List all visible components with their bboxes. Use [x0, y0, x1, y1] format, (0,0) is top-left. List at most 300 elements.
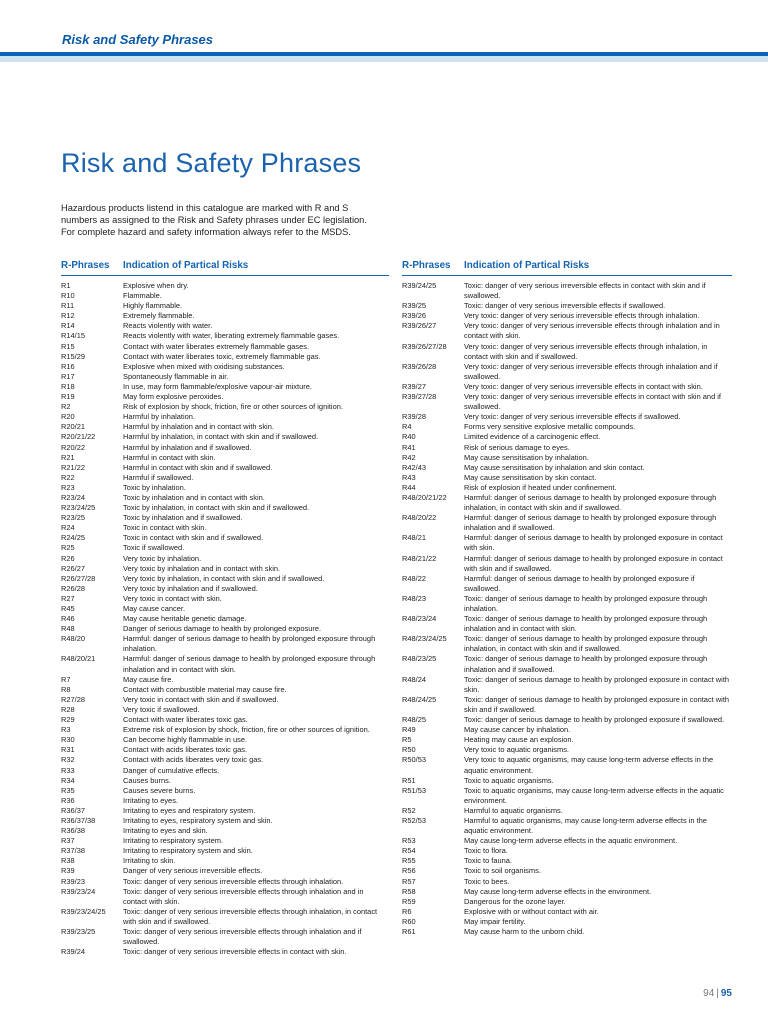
phrase-description: Toxic to bees. — [464, 876, 510, 886]
phrase-code: R21/22 — [61, 462, 85, 472]
phrase-description: Toxic by inhalation and if swallowed. — [123, 513, 243, 523]
right-phrase-table — [402, 260, 732, 937]
phrase-code: R12 — [61, 311, 75, 321]
phrase-description: Toxic: danger of very serious irreversible effects through inhalation, in contact with skin and if swallowed. — [123, 906, 378, 926]
phrase-code: R46 — [61, 614, 75, 624]
phrase-code: R48/21/22 — [402, 553, 437, 563]
phrase-code: R38 — [61, 856, 75, 866]
table-row — [61, 634, 389, 654]
table-row — [61, 281, 389, 291]
phrase-code: R39/25 — [402, 301, 426, 311]
intro-line: For complete hazard and safety information always refer to the MSDS. — [61, 226, 351, 237]
phrase-description: Very toxic: danger of very serious irreversible effects through inhalation and if swallowed. — [464, 361, 718, 381]
phrase-code: R20/21/22 — [61, 432, 96, 442]
phrase-description: Explosive when mixed with oxidising substances. — [123, 361, 285, 371]
phrase-description: Risk of explosion by shock, friction, fire or other sources of ignition. — [123, 402, 343, 412]
phrase-description: Harmful if swallowed. — [123, 472, 194, 482]
phrase-code: R39/26/28 — [402, 361, 437, 371]
table-row — [61, 654, 389, 674]
phrase-description: Causes burns. — [123, 775, 171, 785]
phrase-code: R39/23/25 — [61, 927, 96, 936]
phrase-code: R36 — [61, 795, 75, 805]
phrase-description: Toxic: danger of serious damage to health by prolonged exposure in contact with skin and if swallowed. — [464, 694, 730, 714]
table-row — [402, 412, 732, 422]
phrase-code: R39/26/27/28 — [402, 341, 447, 351]
phrase-code: R39/28 — [402, 412, 426, 422]
phrase-code: R50 — [402, 745, 416, 755]
phrase-description: Can become highly flammable in use. — [123, 735, 248, 745]
table-row — [402, 856, 732, 866]
phrase-description: Toxic to aquatic organisms, may cause long-term adverse effects in the aquatic environment. — [464, 785, 724, 805]
table-row — [402, 786, 732, 806]
table-row — [61, 493, 389, 503]
phrase-code: R30 — [61, 735, 75, 745]
phrase-description: Contact with water liberates extremely flammable gases. — [123, 341, 310, 351]
phrase-code: R23/24/25 — [61, 503, 96, 513]
table-row — [402, 301, 732, 311]
phrase-description: May cause sensitisation by skin contact. — [464, 472, 597, 482]
phrase-code: R55 — [402, 856, 416, 866]
table-row — [402, 887, 732, 897]
table-row — [61, 382, 389, 392]
phrase-description: Harmful: danger of serious damage to health by prolonged exposure through inhalation and if swallowed. — [464, 513, 717, 533]
phrase-code: R48/23/24 — [402, 614, 437, 624]
phrase-code: R48/21 — [402, 533, 426, 543]
phrase-description: Heating may cause an explosion. — [464, 735, 574, 745]
phrase-description: Harmful: danger of serious damage to health by prolonged exposure in contact with skin and if swallowed. — [464, 553, 723, 573]
phrase-code: R39/24/25 — [402, 281, 437, 290]
phrase-code: R26/27 — [61, 563, 85, 573]
phrase-code: R54 — [402, 846, 416, 856]
phrase-code: R36/38 — [61, 826, 85, 836]
phrase-code: R27 — [61, 593, 75, 603]
phrase-description: Harmful: danger of serious damage to health by prolonged exposure through inhalation. — [123, 634, 376, 654]
table-row — [61, 473, 389, 483]
phrase-description: Toxic by inhalation and in contact with skin. — [123, 492, 265, 502]
prev-page-number: 94 — [703, 988, 715, 999]
table-row — [61, 675, 389, 685]
phrase-code: R7 — [61, 674, 71, 684]
code-column-header: R-Phrases — [402, 260, 451, 271]
table-row — [402, 877, 732, 887]
phrase-description: Spontaneously flammable in air. — [123, 371, 229, 381]
phrase-code: R18 — [61, 381, 75, 391]
phrase-description: Very toxic by inhalation and in contact with skin. — [123, 563, 281, 573]
phrase-description: Toxic to flora. — [464, 846, 508, 856]
table-header — [61, 260, 389, 276]
phrase-description: Contact with acids liberates very toxic gas. — [123, 755, 264, 765]
phrase-code: R53 — [402, 836, 416, 846]
phrase-description: Very toxic by inhalation, in contact with skin and if swallowed. — [123, 573, 325, 583]
table-row — [402, 614, 732, 634]
phrase-description: Toxic: danger of serious damage to health by prolonged exposure through inhalation and in contact with skin. — [464, 614, 708, 634]
table-row — [402, 836, 732, 846]
phrase-code: R59 — [402, 896, 416, 906]
phrase-code: R24/25 — [61, 533, 85, 543]
phrase-code: R11 — [61, 301, 75, 311]
phrase-code: R26/27/28 — [61, 573, 96, 583]
phrase-code: R48 — [61, 624, 75, 634]
phrase-code: R22 — [61, 472, 75, 482]
table-row — [402, 422, 732, 432]
table-row — [61, 362, 389, 372]
phrase-description: Irritating to eyes, respiratory system and skin. — [123, 815, 273, 825]
phrase-description: May impair fertility. — [464, 916, 526, 926]
phrase-code: R48/23/25 — [402, 654, 437, 664]
phrase-code: R49 — [402, 725, 416, 735]
table-row — [61, 463, 389, 473]
table-row — [402, 443, 732, 453]
phrase-description: Harmful to aquatic organisms. — [464, 805, 563, 815]
phrase-description: Harmful in contact with skin. — [123, 452, 216, 462]
phrase-description: Flammable. — [123, 291, 162, 301]
phrase-code: R48/20 — [61, 634, 85, 644]
phrase-description: Danger of very serious irreversible effects. — [123, 866, 263, 876]
table-row — [402, 735, 732, 745]
table-row — [61, 352, 389, 362]
table-row — [402, 695, 732, 715]
header-band-light — [0, 56, 768, 62]
phrase-description: Toxic: danger of serious damage to health by prolonged exposure through inhalation. — [464, 593, 708, 613]
table-row — [61, 725, 389, 735]
table-row — [61, 402, 389, 412]
phrase-code: R48/20/22 — [402, 513, 437, 523]
table-row — [402, 463, 732, 473]
phrase-description: Risk of explosion if heated under confinement. — [464, 482, 617, 492]
phrase-code: R23/24 — [61, 492, 85, 502]
right-rows — [402, 281, 732, 937]
table-row — [61, 372, 389, 382]
phrase-code: R6 — [402, 906, 412, 916]
phrase-description: Toxic: danger of serious damage to health by prolonged exposure through inhalation, in contact with skin and if swallowed. — [464, 634, 708, 654]
table-row — [61, 816, 389, 826]
phrase-code: R37 — [61, 836, 75, 846]
desc-column-header: Indication of Partical Risks — [464, 260, 590, 271]
phrase-code: R52 — [402, 805, 416, 815]
table-row — [402, 321, 732, 341]
phrase-description: Very toxic if swallowed. — [123, 704, 200, 714]
phrase-description: Very toxic by inhalation. — [123, 553, 202, 563]
phrase-description: Contact with combustible material may cause fire. — [123, 684, 287, 694]
phrase-code: R21 — [61, 452, 75, 462]
table-row — [61, 392, 389, 402]
phrase-code: R36/37/38 — [61, 815, 96, 825]
page-numbers — [703, 988, 732, 999]
phrase-code: R14 — [61, 321, 75, 331]
phrase-description: Toxic by inhalation. — [123, 482, 186, 492]
phrase-code: R23/25 — [61, 513, 85, 523]
table-row — [402, 654, 732, 674]
table-row — [402, 382, 732, 392]
phrase-code: R26/28 — [61, 583, 85, 593]
table-row — [61, 432, 389, 442]
table-row — [402, 897, 732, 907]
phrase-code: R42/43 — [402, 462, 426, 472]
phrase-description: Toxic in contact with skin. — [123, 523, 207, 533]
table-row — [61, 735, 389, 745]
table-row — [402, 554, 732, 574]
phrase-code: R39/23/24/25 — [61, 906, 106, 916]
phrase-description: Very toxic in contact with skin. — [123, 593, 222, 603]
phrase-code: R24 — [61, 523, 75, 533]
table-row — [61, 826, 389, 836]
table-row — [402, 473, 732, 483]
table-row — [61, 786, 389, 796]
phrase-code: R15 — [61, 341, 75, 351]
phrase-description: Toxic: danger of very serious irreversible effects in contact with skin. — [123, 947, 347, 957]
table-row — [61, 685, 389, 695]
phrase-description: Explosive when dry. — [123, 281, 189, 290]
phrase-code: R20/22 — [61, 442, 85, 452]
phrase-code: R39/26/27 — [402, 321, 437, 331]
phrase-code: R4 — [402, 422, 412, 432]
table-row — [402, 927, 732, 937]
table-row — [61, 594, 389, 604]
table-row — [402, 493, 732, 513]
phrase-code: R60 — [402, 916, 416, 926]
table-row — [402, 866, 732, 876]
phrase-description: Harmful by inhalation. — [123, 412, 195, 422]
table-row — [61, 705, 389, 715]
table-row — [61, 776, 389, 786]
header-title: Risk and Safety Phrases — [62, 32, 214, 47]
phrase-code: R19 — [61, 392, 75, 402]
phrase-description: May cause sensitisation by inhalation and skin contact. — [464, 462, 645, 472]
phrase-description: Highly flammable. — [123, 301, 183, 311]
phrase-description: Toxic: danger of serious damage to health by prolonged exposure through inhalation and if swallowed. — [464, 654, 708, 674]
phrase-description: Danger of serious damage to health by prolonged exposure. — [123, 624, 322, 634]
phrase-description: Toxic to soil organisms. — [464, 866, 541, 876]
phrase-description: Toxic by inhalation, in contact with skin and if swallowed. — [123, 503, 310, 513]
intro-paragraph — [61, 203, 391, 238]
phrase-code: R48/20/21 — [61, 654, 96, 664]
table-row — [61, 766, 389, 776]
phrase-description: Toxic: danger of serious damage to health by prolonged exposure if swallowed. — [464, 715, 725, 725]
phrase-description: Limited evidence of a carcinogenic effect. — [464, 432, 601, 442]
table-row — [402, 574, 732, 594]
table-row — [402, 453, 732, 463]
phrase-code: R37/38 — [61, 846, 85, 856]
page-header — [0, 0, 768, 64]
table-row — [61, 523, 389, 533]
phrase-code: R39/27 — [402, 381, 426, 391]
phrase-description: May cause heritable genetic damage. — [123, 614, 247, 624]
left-phrase-table — [61, 260, 389, 957]
phrase-description: Harmful: danger of serious damage to health by prolonged exposure through inhalation and in contact with skin. — [123, 654, 376, 674]
phrase-description: Harmful to aquatic organisms, may cause long-term adverse effects in the aquatic environment. — [464, 815, 707, 836]
table-row — [61, 422, 389, 432]
phrase-code: R32 — [61, 755, 75, 765]
left-rows — [61, 281, 389, 957]
table-row — [402, 281, 732, 301]
page-title: Risk and Safety Phrases — [61, 148, 362, 178]
table-row — [402, 715, 732, 725]
phrase-description: Extreme risk of explosion by shock, friction, fire or other sources of ignition. — [123, 725, 370, 735]
table-row — [402, 634, 732, 654]
table-row — [402, 725, 732, 735]
phrase-code: R34 — [61, 775, 75, 785]
phrase-description: Toxic: danger of very serious irreversible effects through inhalation. — [123, 876, 344, 886]
phrase-description: Toxic: danger of very serious irreversible effects through inhalation and in contact with skin. — [123, 886, 364, 906]
phrase-code: R16 — [61, 361, 75, 371]
table-row — [61, 745, 389, 755]
table-row — [61, 564, 389, 574]
phrase-description: Toxic: danger of very serious irreversible effects if swallowed. — [464, 301, 666, 311]
phrase-code: R44 — [402, 482, 416, 492]
phrase-description: May cause sensitisation by inhalation. — [464, 452, 589, 462]
table-row — [61, 331, 389, 341]
phrase-description: Explosive with or without contact with air. — [464, 906, 599, 916]
table-row — [61, 584, 389, 594]
phrase-description: Contact with acids liberates toxic gas. — [123, 745, 248, 755]
phrase-description: Very toxic: danger of very serious irreversible effects in contact with skin and if swallowed. — [464, 392, 721, 412]
phrase-code: R50/53 — [402, 755, 426, 765]
phrase-description: Contact with water liberates toxic, extremely flammable gas. — [123, 351, 321, 361]
phrase-description: Very toxic to aquatic organisms, may cause long-term adverse effects in the aquatic environment. — [464, 755, 714, 775]
table-row — [61, 321, 389, 331]
table-row — [61, 604, 389, 614]
phrase-code: R56 — [402, 866, 416, 876]
table-row — [402, 917, 732, 927]
phrase-description: Reacts violently with water, liberating extremely flammable gases. — [123, 331, 340, 341]
phrase-code: R48/24/25 — [402, 694, 437, 704]
table-row — [61, 856, 389, 866]
phrase-code: R36/37 — [61, 805, 85, 815]
table-row — [61, 574, 389, 584]
phrase-description: Toxic: danger of serious damage to health by prolonged exposure in contact with skin. — [464, 674, 730, 694]
phrase-code: R45 — [61, 604, 75, 613]
phrase-description: Forms very sensitive explosive metallic compounds. — [464, 422, 636, 432]
phrase-code: R27/28 — [61, 694, 85, 704]
phrase-code: R15/29 — [61, 351, 85, 361]
phrase-code: R29 — [61, 715, 75, 725]
table-row — [402, 513, 732, 533]
table-row — [61, 624, 389, 634]
table-row — [61, 483, 389, 493]
phrase-code: R33 — [61, 765, 75, 775]
phrase-description: Causes severe burns. — [123, 785, 196, 795]
phrase-code: R31 — [61, 745, 75, 755]
phrase-code: R48/25 — [402, 715, 426, 725]
phrase-description: Irritating to respiratory system and skin. — [123, 846, 253, 856]
phrase-code: R51 — [402, 775, 416, 785]
table-row — [61, 291, 389, 301]
phrase-description: Irritating to eyes and respiratory system. — [123, 805, 256, 815]
phrase-code: R39/23/24 — [61, 886, 96, 896]
table-row — [61, 554, 389, 564]
phrase-description: Harmful: danger of serious damage to health by prolonged exposure if swallowed. — [464, 573, 695, 593]
phrase-description: May cause fire. — [123, 674, 174, 684]
phrase-description: Harmful by inhalation and in contact with skin. — [123, 422, 274, 432]
phrase-description: Very toxic by inhalation and if swallowed. — [123, 583, 258, 593]
phrase-description: Contact with water liberates toxic gas. — [123, 715, 248, 725]
phrase-code: R48/23/24/25 — [402, 634, 447, 644]
table-row — [402, 432, 732, 442]
code-column-header: R-Phrases — [61, 260, 110, 271]
table-row — [402, 342, 732, 362]
phrase-description: Reacts violently with water. — [123, 321, 213, 331]
desc-column-header: Indication of Partical Risks — [123, 260, 249, 271]
table-row — [61, 836, 389, 846]
phrase-code: R43 — [402, 472, 416, 482]
table-row — [61, 453, 389, 463]
phrase-description: Very toxic: danger of very serious irreversible effects if swallowed. — [464, 412, 681, 422]
phrase-code: R8 — [61, 684, 71, 694]
table-header — [402, 260, 732, 276]
phrase-code: R10 — [61, 291, 75, 301]
intro-line: Hazardous products listend in this catalogue are marked with R and S — [61, 203, 349, 213]
table-row — [61, 503, 389, 513]
table-row — [61, 311, 389, 321]
phrase-description: Irritating to respiratory system. — [123, 836, 224, 846]
phrase-description: Toxic if swallowed. — [123, 543, 185, 553]
table-row — [61, 543, 389, 553]
phrase-description: Toxic to aquatic organisms. — [464, 775, 554, 785]
phrase-code: R20 — [61, 412, 75, 422]
intro-line: numbers as assigned to the Risk and Safety phrases under EC legislation. — [61, 214, 367, 225]
table-row — [61, 877, 389, 887]
phrase-description: Very toxic: danger of very serious irreversible effects through inhalation and in contact with skin. — [464, 321, 720, 341]
table-row — [61, 947, 389, 957]
phrase-description: May cause long-term adverse effects in the environment. — [464, 886, 652, 896]
phrase-description: Risk of serious damage to eyes. — [464, 442, 570, 452]
table-row — [402, 806, 732, 816]
table-row — [402, 483, 732, 493]
table-row — [402, 816, 732, 836]
phrase-description: Irritating to eyes. — [123, 795, 178, 805]
table-row — [61, 907, 389, 927]
phrase-code: R58 — [402, 886, 416, 896]
phrase-description: In use, may form flammable/explosive vapour-air mixture. — [123, 381, 312, 391]
phrase-code: R3 — [61, 725, 71, 735]
table-row — [61, 806, 389, 816]
phrase-code: R5 — [402, 735, 412, 745]
phrase-description: May form explosive peroxides. — [123, 392, 224, 402]
table-row — [61, 846, 389, 856]
table-row — [402, 776, 732, 786]
phrase-description: Very toxic to aquatic organisms. — [464, 745, 569, 755]
phrase-code: R39 — [61, 866, 75, 876]
phrase-description: Harmful: danger of serious damage to health by prolonged exposure through inhalation, in contact with skin and if swallowed. — [464, 492, 717, 513]
phrase-description: Irritating to eyes and skin. — [123, 826, 208, 836]
table-row — [402, 392, 732, 412]
table-row — [61, 796, 389, 806]
table-row — [402, 907, 732, 917]
phrase-description: Harmful by inhalation and if swallowed. — [123, 442, 252, 452]
table-row — [61, 927, 389, 947]
phrase-code: R20/21 — [61, 422, 85, 432]
phrase-description: Toxic to fauna. — [464, 856, 512, 866]
phrase-code: R52/53 — [402, 815, 426, 825]
phrase-description: Toxic in contact with skin and if swallowed. — [123, 533, 264, 543]
phrase-code: R48/23 — [402, 593, 426, 603]
phrase-description: Toxic: danger of very serious irreversible effects through inhalation and if swallowed. — [123, 927, 362, 947]
phrase-code: R26 — [61, 553, 75, 563]
table-row — [402, 675, 732, 695]
phrase-description: Very toxic: danger of very serious irreversible effects through inhalation, in contact with skin and if swallowed. — [464, 341, 708, 361]
table-row — [402, 533, 732, 553]
phrase-description: Harmful by inhalation, in contact with skin and if swallowed. — [123, 432, 319, 442]
phrase-code: R28 — [61, 704, 75, 714]
phrase-code: R14/15 — [61, 331, 85, 341]
table-row — [61, 715, 389, 725]
phrase-code: R48/22 — [402, 573, 426, 583]
phrase-description: Danger of cumulative effects. — [123, 765, 220, 775]
phrase-code: R48/24 — [402, 674, 426, 684]
phrase-code: R51/53 — [402, 785, 426, 795]
phrase-description: May cause harm to the unborn child. — [464, 927, 585, 936]
phrase-code: R57 — [402, 876, 416, 886]
